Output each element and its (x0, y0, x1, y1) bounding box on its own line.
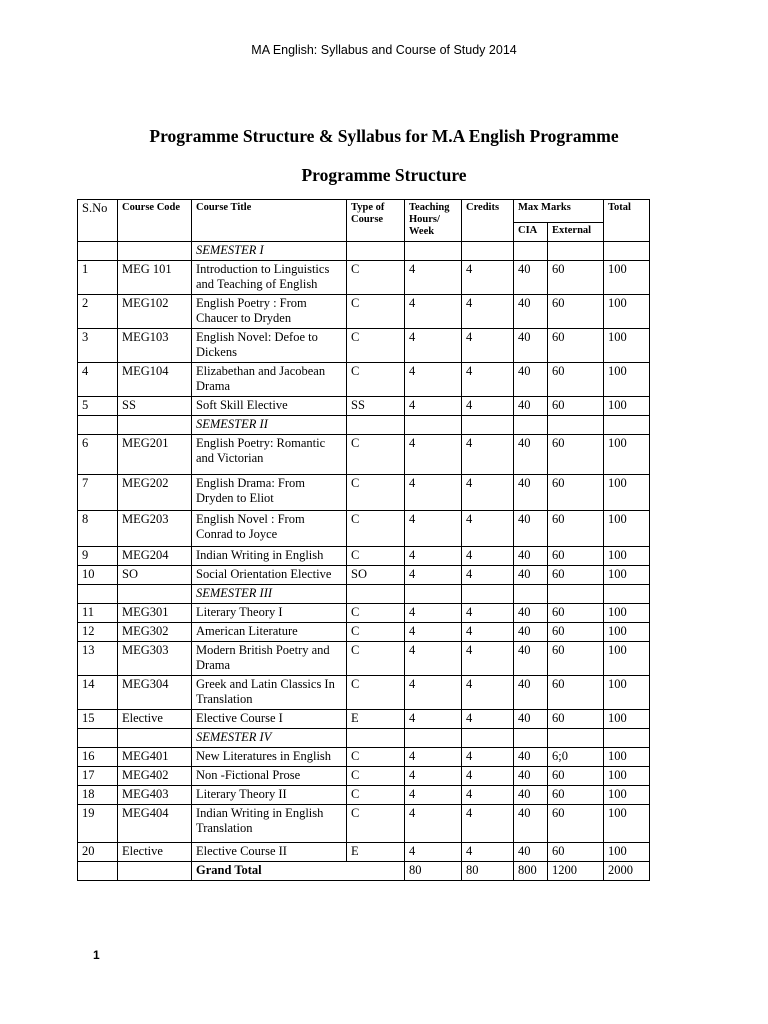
cell-credits: 4 (462, 329, 514, 363)
cell-total: 100 (604, 566, 650, 585)
cell-cia: 40 (514, 566, 548, 585)
cell-external: 60 (548, 511, 604, 547)
cell-type: C (347, 511, 405, 547)
header-external: External (548, 223, 604, 242)
cell-hours: 4 (405, 604, 462, 623)
cell-sno: 1 (78, 261, 118, 295)
header-credits: Credits (462, 200, 514, 242)
course-row (78, 435, 650, 475)
cell-code: SS (118, 397, 192, 416)
cell-credits: 4 (462, 435, 514, 475)
cell-external: 60 (548, 604, 604, 623)
cell-external: 60 (548, 261, 604, 295)
semester-header-row (78, 729, 650, 748)
cell-code: MEG302 (118, 623, 192, 642)
course-row (78, 329, 650, 363)
cell-total: 100 (604, 642, 650, 676)
cell-cia: 40 (514, 604, 548, 623)
cell-total: 100 (604, 511, 650, 547)
cell-cia: 40 (514, 805, 548, 843)
cell-code: MEG303 (118, 642, 192, 676)
empty-cell (78, 242, 118, 261)
cell-type: C (347, 261, 405, 295)
cell-total: 100 (604, 261, 650, 295)
cell-external: 6;0 (548, 748, 604, 767)
course-row (78, 748, 650, 767)
cell-cia: 40 (514, 748, 548, 767)
cell-cia: 40 (514, 397, 548, 416)
running-header: MA English: Syllabus and Course of Study 2014 (251, 43, 517, 57)
cell-total: 100 (604, 623, 650, 642)
cell-code: MEG201 (118, 435, 192, 475)
header-row (78, 200, 650, 223)
cell-total: 100 (604, 363, 650, 397)
cell-credits: 4 (462, 676, 514, 710)
empty-cell (405, 729, 462, 748)
cell-credits: 4 (462, 261, 514, 295)
cell-total: 100 (604, 710, 650, 729)
cell-code: MEG304 (118, 676, 192, 710)
cell-total: 100 (604, 547, 650, 566)
grand-total-external: 1200 (548, 862, 604, 881)
cell-sno: 11 (78, 604, 118, 623)
course-row (78, 511, 650, 547)
cell-hours: 4 (405, 511, 462, 547)
cell-sno: 10 (78, 566, 118, 585)
cell-hours: 4 (405, 843, 462, 862)
cell-sno: 12 (78, 623, 118, 642)
cell-cia: 40 (514, 435, 548, 475)
empty-cell (347, 585, 405, 604)
cell-hours: 4 (405, 363, 462, 397)
course-row (78, 623, 650, 642)
cell-external: 60 (548, 767, 604, 786)
cell-title: English Novel: Defoe to Dickens (192, 329, 347, 363)
cell-sno: 5 (78, 397, 118, 416)
cell-credits: 4 (462, 511, 514, 547)
cell-sno: 19 (78, 805, 118, 843)
grand-total-cia: 800 (514, 862, 548, 881)
cell-cia: 40 (514, 363, 548, 397)
empty-cell (604, 729, 650, 748)
cell-type: C (347, 329, 405, 363)
semester-title: SEMESTER II (192, 416, 347, 435)
cell-title: Introduction to Linguistics and Teaching of English (192, 261, 347, 295)
cell-cia: 40 (514, 710, 548, 729)
empty-cell (405, 585, 462, 604)
empty-cell (347, 416, 405, 435)
cell-code: MEG402 (118, 767, 192, 786)
cell-external: 60 (548, 710, 604, 729)
cell-credits: 4 (462, 710, 514, 729)
cell-type: C (347, 786, 405, 805)
cell-hours: 4 (405, 786, 462, 805)
empty-cell (347, 729, 405, 748)
cell-type: C (347, 363, 405, 397)
cell-code: Elective (118, 710, 192, 729)
cell-title: Elizabethan and Jacobean Drama (192, 363, 347, 397)
course-row (78, 295, 650, 329)
empty-cell (514, 729, 548, 748)
empty-cell (462, 585, 514, 604)
cell-title: American Literature (192, 623, 347, 642)
cell-cia: 40 (514, 642, 548, 676)
document-subtitle: Programme Structure (301, 165, 467, 185)
empty-cell (118, 242, 192, 261)
cell-cia: 40 (514, 295, 548, 329)
course-row (78, 786, 650, 805)
semester-header-row (78, 242, 650, 261)
cell-type: C (347, 642, 405, 676)
cell-code: MEG203 (118, 511, 192, 547)
cell-hours: 4 (405, 435, 462, 475)
cell-total: 100 (604, 329, 650, 363)
cell-sno: 13 (78, 642, 118, 676)
cell-credits: 4 (462, 295, 514, 329)
cell-credits: 4 (462, 786, 514, 805)
cell-title: Literary Theory II (192, 786, 347, 805)
semester-title: SEMESTER IV (192, 729, 347, 748)
programme-structure-table (77, 199, 650, 881)
cell-type: C (347, 805, 405, 843)
cell-hours: 4 (405, 642, 462, 676)
cell-hours: 4 (405, 261, 462, 295)
semester-title: SEMESTER III (192, 585, 347, 604)
cell-total: 100 (604, 805, 650, 843)
semester-header-row (78, 585, 650, 604)
cell-external: 60 (548, 435, 604, 475)
cell-hours: 4 (405, 710, 462, 729)
cell-cia: 40 (514, 786, 548, 805)
cell-credits: 4 (462, 397, 514, 416)
cell-credits: 4 (462, 604, 514, 623)
cell-title: Elective Course I (192, 710, 347, 729)
cell-title: Literary Theory I (192, 604, 347, 623)
cell-external: 60 (548, 786, 604, 805)
cell-code: SO (118, 566, 192, 585)
course-row (78, 710, 650, 729)
cell-title: Indian Writing in English (192, 547, 347, 566)
cell-external: 60 (548, 397, 604, 416)
cell-hours: 4 (405, 623, 462, 642)
page-number: 1 (93, 948, 100, 962)
cell-external: 60 (548, 295, 604, 329)
cell-sno: 14 (78, 676, 118, 710)
course-row (78, 843, 650, 862)
cell-sno: 9 (78, 547, 118, 566)
cell-cia: 40 (514, 475, 548, 511)
empty-cell (548, 242, 604, 261)
cell-external: 60 (548, 805, 604, 843)
grand-total-row (78, 862, 650, 881)
cell-type: C (347, 475, 405, 511)
header-type-of-course: Type of Course (347, 200, 405, 242)
grand-total-hours: 80 (405, 862, 462, 881)
course-row (78, 767, 650, 786)
cell-external: 60 (548, 566, 604, 585)
cell-title: English Drama: From Dryden to Eliot (192, 475, 347, 511)
cell-title: Greek and Latin Classics In Translation (192, 676, 347, 710)
course-row (78, 397, 650, 416)
document-title: Programme Structure & Syllabus for M.A English Programme (149, 126, 619, 146)
cell-total: 100 (604, 604, 650, 623)
cell-total: 100 (604, 435, 650, 475)
empty-cell (548, 416, 604, 435)
empty-cell (548, 585, 604, 604)
cell-external: 60 (548, 642, 604, 676)
course-row (78, 363, 650, 397)
cell-hours: 4 (405, 397, 462, 416)
cell-code: MEG102 (118, 295, 192, 329)
cell-external: 60 (548, 623, 604, 642)
course-row (78, 261, 650, 295)
semester-header-row (78, 416, 650, 435)
cell-code: Elective (118, 843, 192, 862)
grand-total-label: Grand Total (192, 862, 405, 881)
cell-code: MEG401 (118, 748, 192, 767)
cell-external: 60 (548, 329, 604, 363)
cell-credits: 4 (462, 767, 514, 786)
header-cia: CIA (514, 223, 548, 242)
cell-type: C (347, 676, 405, 710)
cell-sno: 2 (78, 295, 118, 329)
course-row (78, 604, 650, 623)
cell-type: C (347, 748, 405, 767)
cell-credits: 4 (462, 623, 514, 642)
cell-external: 60 (548, 676, 604, 710)
cell-code: MEG204 (118, 547, 192, 566)
empty-cell (514, 585, 548, 604)
cell-credits: 4 (462, 843, 514, 862)
cell-credits: 4 (462, 363, 514, 397)
cell-total: 100 (604, 767, 650, 786)
cell-credits: 4 (462, 642, 514, 676)
course-row (78, 642, 650, 676)
header-teaching-hours: Teaching Hours/ Week (405, 200, 462, 242)
cell-type: C (347, 547, 405, 566)
course-row (78, 566, 650, 585)
cell-hours: 4 (405, 547, 462, 566)
empty-cell (78, 416, 118, 435)
cell-hours: 4 (405, 676, 462, 710)
cell-hours: 4 (405, 748, 462, 767)
cell-type: C (347, 604, 405, 623)
cell-credits: 4 (462, 475, 514, 511)
cell-sno: 4 (78, 363, 118, 397)
cell-sno: 8 (78, 511, 118, 547)
cell-total: 100 (604, 397, 650, 416)
empty-cell (78, 729, 118, 748)
cell-cia: 40 (514, 261, 548, 295)
cell-hours: 4 (405, 566, 462, 585)
cell-sno: 17 (78, 767, 118, 786)
table-body (78, 242, 650, 881)
cell-cia: 40 (514, 547, 548, 566)
cell-title: Social Orientation Elective (192, 566, 347, 585)
cell-total: 100 (604, 786, 650, 805)
grand-total-total: 2000 (604, 862, 650, 881)
cell-sno: 15 (78, 710, 118, 729)
course-row (78, 475, 650, 511)
cell-title: English Poetry : From Chaucer to Dryden (192, 295, 347, 329)
cell-total: 100 (604, 748, 650, 767)
header-sno: S.No (78, 200, 118, 242)
cell-total: 100 (604, 475, 650, 511)
cell-title: Non -Fictional Prose (192, 767, 347, 786)
cell-sno: 7 (78, 475, 118, 511)
cell-credits: 4 (462, 566, 514, 585)
empty-cell (548, 729, 604, 748)
empty-cell (514, 416, 548, 435)
empty-cell (604, 242, 650, 261)
cell-hours: 4 (405, 805, 462, 843)
header-course-title: Course Title (192, 200, 347, 242)
empty-cell (78, 585, 118, 604)
cell-title: Soft Skill Elective (192, 397, 347, 416)
cell-cia: 40 (514, 676, 548, 710)
cell-hours: 4 (405, 329, 462, 363)
cell-cia: 40 (514, 623, 548, 642)
cell-type: E (347, 843, 405, 862)
empty-cell (604, 585, 650, 604)
cell-code: MEG104 (118, 363, 192, 397)
header-total: Total (604, 200, 650, 242)
semester-title: SEMESTER I (192, 242, 347, 261)
course-row (78, 547, 650, 566)
cell-type: C (347, 435, 405, 475)
cell-code: MEG403 (118, 786, 192, 805)
empty-cell (78, 862, 118, 881)
empty-cell (514, 242, 548, 261)
cell-external: 60 (548, 363, 604, 397)
cell-cia: 40 (514, 329, 548, 363)
cell-credits: 4 (462, 748, 514, 767)
cell-external: 60 (548, 547, 604, 566)
cell-type: SO (347, 566, 405, 585)
cell-title: Elective Course II (192, 843, 347, 862)
cell-type: C (347, 623, 405, 642)
cell-type: SS (347, 397, 405, 416)
cell-total: 100 (604, 295, 650, 329)
cell-sno: 6 (78, 435, 118, 475)
cell-code: MEG202 (118, 475, 192, 511)
cell-sno: 18 (78, 786, 118, 805)
cell-title: Modern British Poetry and Drama (192, 642, 347, 676)
cell-code: MEG103 (118, 329, 192, 363)
cell-cia: 40 (514, 843, 548, 862)
cell-credits: 4 (462, 547, 514, 566)
header-max-marks: Max Marks (514, 200, 604, 223)
empty-cell (604, 416, 650, 435)
cell-sno: 3 (78, 329, 118, 363)
grand-total-credits: 80 (462, 862, 514, 881)
cell-type: E (347, 710, 405, 729)
cell-hours: 4 (405, 475, 462, 511)
cell-total: 100 (604, 843, 650, 862)
empty-cell (405, 416, 462, 435)
course-row (78, 805, 650, 843)
cell-code: MEG 101 (118, 261, 192, 295)
cell-hours: 4 (405, 767, 462, 786)
cell-external: 60 (548, 843, 604, 862)
cell-type: C (347, 767, 405, 786)
cell-sno: 20 (78, 843, 118, 862)
empty-cell (118, 585, 192, 604)
cell-title: Indian Writing in English Translation (192, 805, 347, 843)
cell-cia: 40 (514, 511, 548, 547)
cell-title: English Novel : From Conrad to Joyce (192, 511, 347, 547)
empty-cell (462, 242, 514, 261)
empty-cell (118, 416, 192, 435)
empty-cell (405, 242, 462, 261)
cell-code: MEG301 (118, 604, 192, 623)
cell-hours: 4 (405, 295, 462, 329)
empty-cell (462, 729, 514, 748)
course-row (78, 676, 650, 710)
cell-credits: 4 (462, 805, 514, 843)
cell-code: MEG404 (118, 805, 192, 843)
empty-cell (347, 242, 405, 261)
header-course-code: Course Code (118, 200, 192, 242)
empty-cell (462, 416, 514, 435)
cell-title: English Poetry: Romantic and Victorian (192, 435, 347, 475)
cell-sno: 16 (78, 748, 118, 767)
cell-external: 60 (548, 475, 604, 511)
cell-type: C (347, 295, 405, 329)
cell-cia: 40 (514, 767, 548, 786)
empty-cell (118, 729, 192, 748)
empty-cell (118, 862, 192, 881)
cell-total: 100 (604, 676, 650, 710)
cell-title: New Literatures in English (192, 748, 347, 767)
